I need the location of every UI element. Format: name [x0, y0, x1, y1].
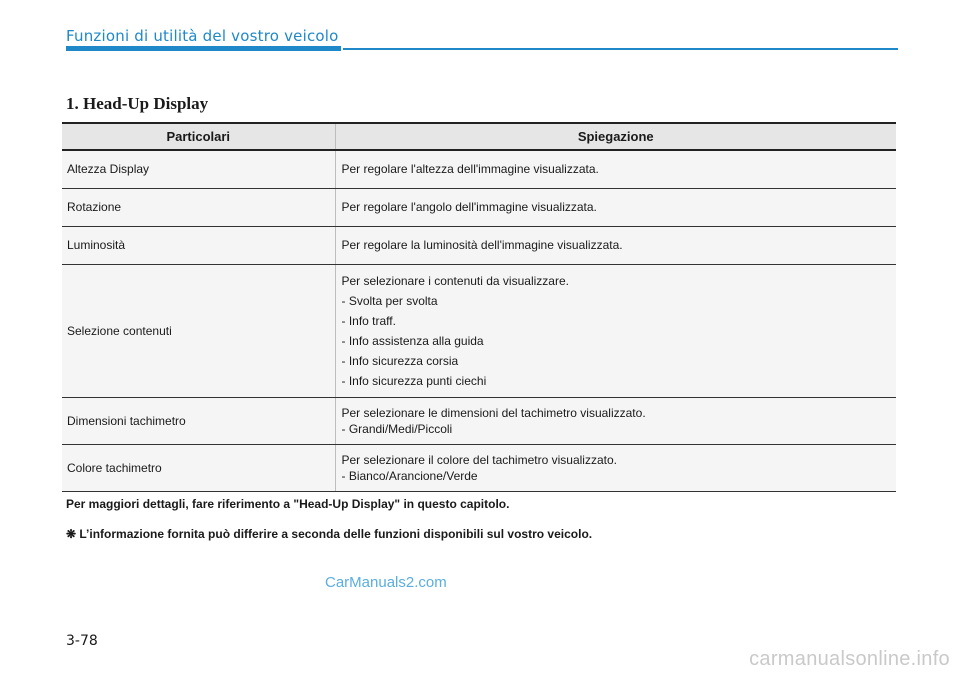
- explanation-line: - Info traff.: [341, 313, 396, 328]
- disclaimer-note: ❋ L’informazione fornita può differire a seconda delle funzioni disponibili sul vostro veicolo.: [66, 527, 593, 541]
- table-row: [62, 397, 896, 444]
- row-item: Dimensioni tachimetro: [62, 397, 335, 444]
- explanation-line: - Info sicurezza corsia: [341, 353, 459, 368]
- header-rule: [343, 48, 898, 50]
- row-item: Luminosità: [62, 226, 335, 264]
- row-explanation: Per regolare l'altezza dell'immagine visualizzata.: [335, 150, 896, 188]
- row-item: Selezione contenuti: [62, 264, 335, 397]
- row-item: Altezza Display: [62, 150, 335, 188]
- footer-watermark: carmanualsonline.info: [749, 648, 950, 670]
- chapter-title: Funzioni di utilità del vostro veicolo: [66, 27, 339, 45]
- row-item: Colore tachimetro: [62, 444, 335, 491]
- row-explanation: [335, 264, 896, 397]
- watermark-link[interactable]: CarManuals2.com: [325, 574, 447, 591]
- row-explanation: Per regolare la luminosità dell'immagine visualizzata.: [335, 226, 896, 264]
- header-accent-bar: [66, 46, 341, 51]
- row-explanation: Per regolare l'angolo dell'immagine visualizzata.: [335, 188, 896, 226]
- row-explanation: [335, 444, 896, 491]
- column-header-particolari: Particolari: [62, 123, 335, 150]
- table-header-row: [62, 123, 896, 150]
- table-row: [62, 444, 896, 491]
- row-item: Rotazione: [62, 188, 335, 226]
- table-row: [62, 150, 896, 188]
- page-number: 3-78: [66, 633, 98, 649]
- explanation-line: - Bianco/Arancione/Verde: [341, 468, 478, 483]
- explanation-line: Per selezionare il colore del tachimetro visualizzato.: [341, 452, 617, 467]
- table-row: [62, 188, 896, 226]
- row-explanation: [335, 397, 896, 444]
- section-title: 1. Head-Up Display: [66, 94, 209, 113]
- column-header-spiegazione: Spiegazione: [335, 123, 896, 150]
- explanation-line: - Info assistenza alla guida: [341, 333, 484, 348]
- table-row: [62, 226, 896, 264]
- table-row: [62, 264, 896, 397]
- explanation-line: - Svolta per svolta: [341, 293, 438, 308]
- explanation-line: - Info sicurezza punti ciechi: [341, 373, 487, 388]
- explanation-line: - Grandi/Medi/Piccoli: [341, 421, 453, 436]
- explanation-line: Per selezionare le dimensioni del tachimetro visualizzato.: [341, 405, 646, 420]
- spec-table: [62, 122, 896, 492]
- reference-note: Per maggiori dettagli, fare riferimento a "Head-Up Display" in questo capitolo.: [66, 497, 510, 511]
- explanation-line: Per selezionare i contenuti da visualizzare.: [341, 273, 569, 288]
